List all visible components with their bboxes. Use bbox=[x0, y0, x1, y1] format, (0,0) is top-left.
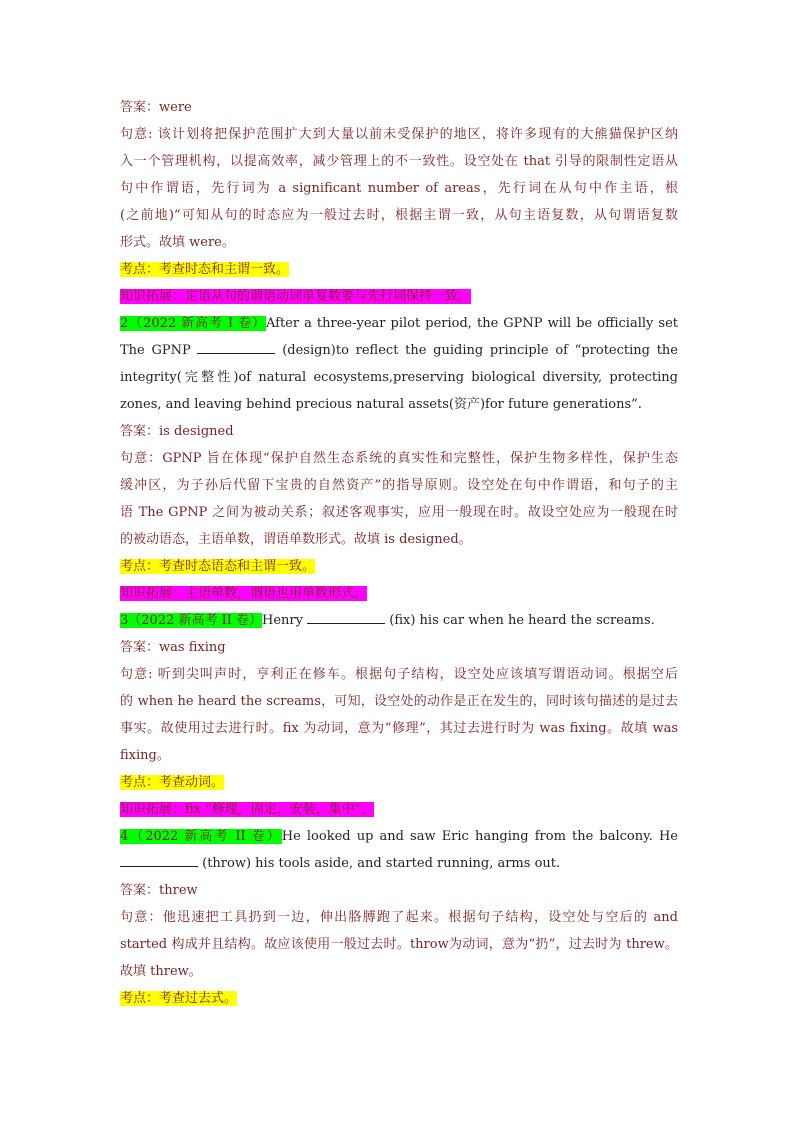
meaning-line: 句意：GPNP 旨在体现“保护自然生态系统的真实性和完整性，保护生物多样性，保护生态 bbox=[120, 451, 678, 466]
answer-label: 答案： bbox=[120, 100, 160, 115]
meaning-line: 句意: 听到尖叫声时，亨利正在修车。根据句子结构，设空处应该填写谓语动词。根据空后 bbox=[120, 667, 678, 682]
test-point: 考点：考查过去式。 bbox=[120, 991, 238, 1006]
document-page bbox=[120, 94, 678, 1012]
answer-line bbox=[120, 94, 678, 121]
answer-value: threw bbox=[159, 883, 198, 898]
question-tag: 3（2022 新高考 II 卷） bbox=[120, 613, 263, 628]
question-line bbox=[120, 310, 678, 337]
meaning-line: 的 when he heard the screams，可知，设空处的动作是正在发生的，同时该句描述的是过去 bbox=[120, 694, 678, 709]
knowledge-extension: 知识拓展：主语单数，谓语也用单数形式。 bbox=[120, 586, 368, 601]
meaning-line: 的被动语态，主语单数，谓语单数形式。故填 is designed。 bbox=[120, 532, 472, 547]
question-line bbox=[120, 607, 678, 634]
meaning-line: 故填 threw。 bbox=[120, 964, 202, 979]
question-line bbox=[120, 337, 678, 364]
question-text: The GPNP bbox=[120, 343, 191, 358]
answer-line bbox=[120, 418, 678, 445]
question-line: zones, and leaving behind precious natural assets(资产)for future generations”. bbox=[120, 397, 642, 412]
answer-value: were bbox=[159, 100, 192, 115]
meaning-line: 句中作谓语，先行词为 a significant number of areas，先行词在从句中作主语，根 bbox=[120, 181, 678, 196]
answer-blank bbox=[120, 852, 198, 867]
knowledge-extension: 知识拓展：fix “修理，固定，安装，集中”。 bbox=[120, 802, 375, 817]
answer-label: 答案： bbox=[120, 883, 160, 898]
answer-blank bbox=[197, 339, 275, 354]
answer-blank bbox=[307, 609, 385, 624]
meaning-line: started 构成并且结构。故应该使用一般过去时。throw为动词，意为“扔”，过去时为 threw。 bbox=[120, 937, 678, 952]
answer-line bbox=[120, 877, 678, 904]
question-tag: 4（2022 新高考 II 卷） bbox=[120, 829, 282, 844]
question-text: Henry bbox=[262, 613, 303, 628]
meaning-line: (之前地)”可知从句的时态应为一般过去时，根据主谓一致，从句主语复数，从句谓语复数 bbox=[120, 208, 678, 223]
question-tag: 2（2022 新高考 I 卷） bbox=[120, 316, 266, 331]
meaning-line: 句意: 该计划将把保护范围扩大到大量以前未受保护的地区，将许多现有的大熊猫保护区纳 bbox=[120, 127, 678, 142]
test-point: 考点：考查时态语态和主谓一致。 bbox=[120, 559, 316, 574]
question-line bbox=[120, 850, 678, 877]
question-line bbox=[120, 823, 678, 850]
meaning-line: 句意：他迅速把工具扔到一边，伸出胳膊跑了起来。根据句子结构，设空处与空后的 and bbox=[120, 910, 678, 925]
answer-value: was fixing bbox=[159, 640, 226, 655]
question-text: (design)to reflect the guiding principle of “protecting the bbox=[282, 343, 678, 358]
question-text: (fix) his car when he heard the screams. bbox=[389, 613, 655, 628]
answer-value: is designed bbox=[159, 424, 234, 439]
test-point: 考点：考查动词。 bbox=[120, 775, 225, 790]
meaning-line: 语 The GPNP 之间为被动关系；叙述客观事实，应用一般现在时。故设空处应为一般现在时 bbox=[120, 505, 678, 520]
meaning-line: 事实。故使用过去进行时。fix 为动词，意为“修理”，其过去进行时为 was fixing。故填 was bbox=[120, 721, 678, 736]
knowledge-extension: 知识拓展：定语从句的谓语动词单复数要与先行词保持一致。 bbox=[120, 289, 472, 304]
question-line: integrity(完整性)of natural ecosystems,preserving biological diversity, protecting bbox=[120, 370, 678, 385]
meaning-line: 形式。故填 were。 bbox=[120, 235, 235, 250]
answer-line bbox=[120, 634, 678, 661]
answer-label: 答案： bbox=[120, 424, 160, 439]
question-text: He looked up and saw Eric hanging from the balcony. He bbox=[281, 829, 678, 844]
test-point: 考点：考查时态和主谓一致。 bbox=[120, 262, 290, 277]
meaning-line: fixing。 bbox=[120, 748, 170, 763]
meaning-line: 缓冲区，为子孙后代留下宝贵的自然资产”的指导原则。设空处在句中作谓语，和句子的主 bbox=[120, 478, 678, 493]
question-text: After a three-year pilot period, the GPNP will be officially set bbox=[265, 316, 678, 331]
meaning-line: 入一个管理机构，以提高效率，减少管理上的不一致性。设空处在 that 引导的限制性定语从 bbox=[120, 154, 678, 169]
question-text: (throw) his tools aside, and started running, arms out. bbox=[202, 856, 561, 871]
answer-label: 答案： bbox=[120, 640, 160, 655]
